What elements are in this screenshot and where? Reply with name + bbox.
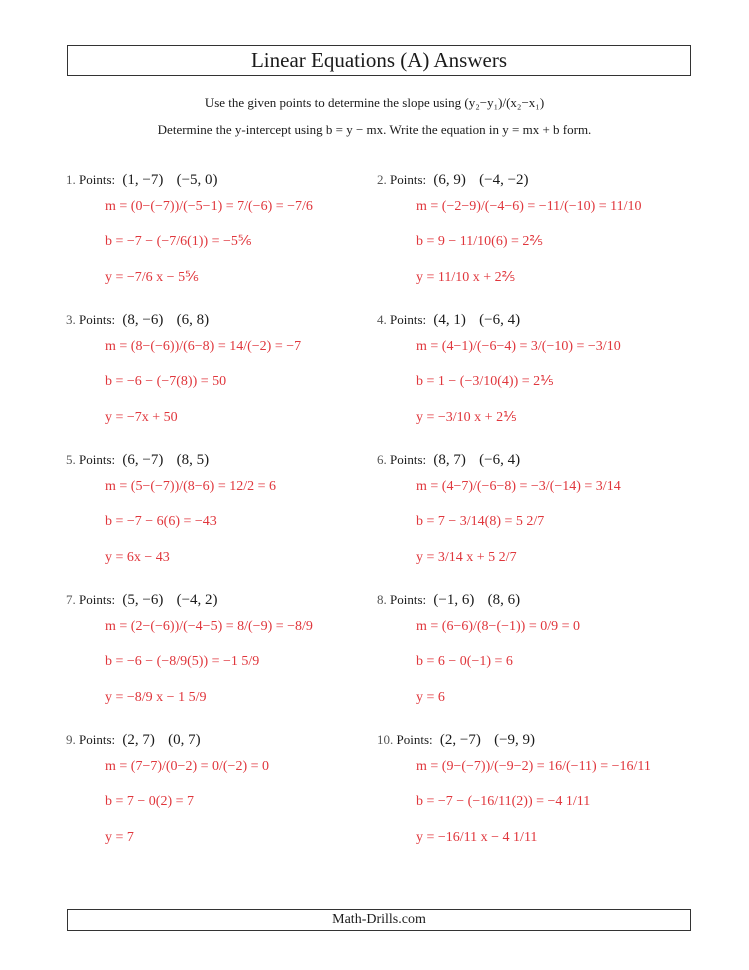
points-label: Points: <box>79 592 116 607</box>
problem-header <box>66 171 218 189</box>
intercept-answer: b = 7 − 0(2) = 7 <box>105 794 195 809</box>
intercept-answer: b = −6 − (−8/9(5)) = −1 5/9 <box>105 654 260 669</box>
problem-5 <box>66 451 366 589</box>
points-label: Points: <box>390 592 427 607</box>
problem-number: 7. <box>66 592 76 607</box>
point-2: (−6, 4) <box>479 312 521 328</box>
slope-answer: m = (2−(−6))/(−4−5) = 8/(−9) = −8/9 <box>105 619 313 634</box>
problem-header <box>66 731 201 749</box>
slope-answer: m = (9−(−7))/(−9−2) = 16/(−11) = −16/11 <box>416 759 651 774</box>
points-label: Points: <box>390 312 427 327</box>
problem-number: 9. <box>66 732 76 747</box>
point-2: (−9, 9) <box>494 732 536 748</box>
problem-number: 10. <box>377 732 394 747</box>
worksheet-title <box>67 45 691 76</box>
slope-answer: m = (4−7)/(−6−8) = −3/(−14) = 3/14 <box>416 479 621 494</box>
points-label: Points: <box>79 452 116 467</box>
problem-header <box>66 311 209 329</box>
problem-9 <box>66 731 366 869</box>
points-label: Points: <box>79 172 116 187</box>
problem-1 <box>66 171 366 309</box>
problem-number: 4. <box>377 312 387 327</box>
slope-answer: m = (0−(−7))/(−5−1) = 7/(−6) = −7/6 <box>105 199 313 214</box>
equation-answer: y = 6x − 43 <box>105 550 170 565</box>
point-2: (6, 8) <box>176 312 210 328</box>
footer <box>67 909 691 931</box>
point-1: (4, 1) <box>433 312 466 328</box>
point-1: (6, −7) <box>122 452 164 468</box>
point-1: (8, −6) <box>122 312 164 328</box>
problem-number: 5. <box>66 452 76 467</box>
problem-number: 1. <box>66 172 76 187</box>
point-2: (0, 7) <box>168 732 201 748</box>
problem-number: 6. <box>377 452 387 467</box>
equation-answer: y = −7/6 x − 5⅚ <box>105 270 199 285</box>
point-2: (−4, −2) <box>479 172 529 188</box>
point-2: (−4, 2) <box>176 592 218 608</box>
slope-answer: m = (4−1)/(−6−4) = 3/(−10) = −3/10 <box>416 339 621 354</box>
problem-header <box>377 311 520 329</box>
equation-answer: y = −3/10 x + 2⅕ <box>416 410 517 425</box>
problem-header <box>377 591 520 609</box>
title-text: Linear Equations (A) Answers <box>250 48 508 72</box>
point-2: (−5, 0) <box>176 172 218 188</box>
intercept-answer: b = 7 − 3/14(8) = 5 2/7 <box>416 514 545 529</box>
problem-header <box>377 731 535 749</box>
point-2: (−6, 4) <box>479 452 521 468</box>
intercept-answer: b = 6 − 0(−1) = 6 <box>416 654 513 669</box>
points-label: Points: <box>390 452 427 467</box>
point-1: (2, −7) <box>439 732 481 748</box>
problem-7 <box>66 591 366 729</box>
footer-site[interactable]: Math-Drills.com <box>332 912 426 927</box>
instruction-slope: Use the given points to determine the slope using (y₂−y₁)/(x₂−x₁) <box>204 95 545 110</box>
intercept-answer: b = 9 − 11/10(6) = 2⅖ <box>416 234 543 249</box>
point-1: (8, 7) <box>433 452 466 468</box>
point-2: (8, 6) <box>487 592 521 608</box>
problem-number: 3. <box>66 312 76 327</box>
intercept-answer: b = −7 − (−7/6(1)) = −5⅚ <box>105 234 252 249</box>
point-1: (1, −7) <box>122 172 164 188</box>
problem-4 <box>377 311 677 449</box>
points-label: Points: <box>79 312 116 327</box>
equation-answer: y = 7 <box>105 830 134 845</box>
points-label: Points: <box>396 732 433 747</box>
slope-answer: m = (−2−9)/(−4−6) = −11/(−10) = 11/10 <box>416 199 642 214</box>
intercept-answer: b = −7 − 6(6) = −43 <box>105 514 217 529</box>
problem-2 <box>377 171 677 309</box>
equation-answer: y = 6 <box>416 690 445 705</box>
points-label: Points: <box>79 732 116 747</box>
intercept-answer: b = −6 − (−7(8)) = 50 <box>105 374 227 389</box>
problem-10 <box>377 731 677 869</box>
instruction-intercept: Determine the y-intercept using b = y − mx. Write the equation in y = mx + b form. <box>157 122 592 137</box>
slope-answer: m = (8−(−6))/(6−8) = 14/(−2) = −7 <box>105 339 302 354</box>
problem-header <box>66 451 209 469</box>
problem-8 <box>377 591 677 729</box>
problem-number: 8. <box>377 592 387 607</box>
equation-answer: y = −8/9 x − 1 5/9 <box>105 690 207 705</box>
problem-header <box>66 591 218 609</box>
equation-answer: y = 11/10 x + 2⅖ <box>416 270 516 285</box>
point-2: (8, 5) <box>176 452 210 468</box>
point-1: (2, 7) <box>122 732 155 748</box>
slope-answer: m = (7−7)/(0−2) = 0/(−2) = 0 <box>105 759 270 774</box>
point-1: (−1, 6) <box>433 592 475 608</box>
equation-answer: y = −7x + 50 <box>105 410 178 425</box>
slope-answer: m = (6−6)/(8−(−1)) = 0/9 = 0 <box>416 619 581 634</box>
slope-answer: m = (5−(−7))/(8−6) = 12/2 = 6 <box>105 479 277 494</box>
problem-3 <box>66 311 366 449</box>
intercept-answer: b = 1 − (−3/10(4)) = 2⅕ <box>416 374 554 389</box>
problem-number: 2. <box>377 172 387 187</box>
problem-header <box>377 171 529 189</box>
equation-answer: y = −16/11 x − 4 1/11 <box>416 830 538 845</box>
intercept-answer: b = −7 − (−16/11(2)) = −4 1/11 <box>416 794 591 809</box>
problem-header <box>377 451 520 469</box>
problem-6 <box>377 451 677 589</box>
point-1: (5, −6) <box>122 592 164 608</box>
points-label: Points: <box>390 172 427 187</box>
point-1: (6, 9) <box>433 172 466 188</box>
equation-answer: y = 3/14 x + 5 2/7 <box>416 550 517 565</box>
